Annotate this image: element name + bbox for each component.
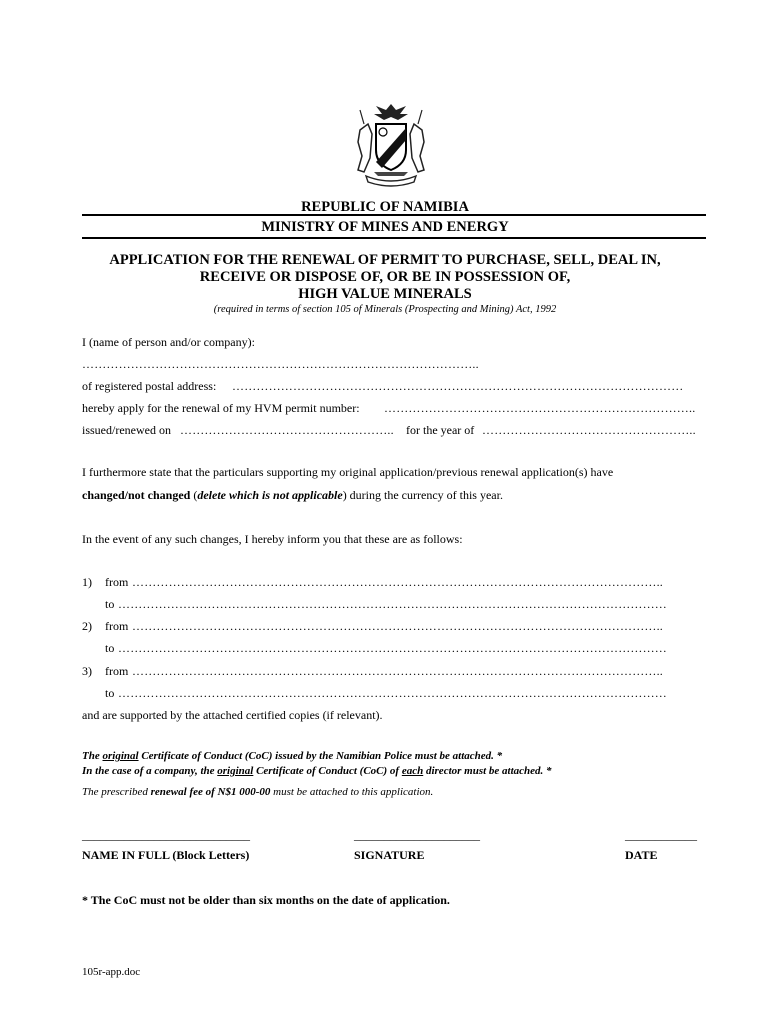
permit-number-field[interactable]: ………………………………………………………………….. <box>384 401 696 415</box>
change-1-from-field[interactable]: ………………………………………………………………………………………………………………….. <box>132 575 663 589</box>
date-label: DATE <box>625 848 658 862</box>
changed-status-text: changed/not changed <box>82 488 191 502</box>
republic-heading: REPUBLIC OF NAMIBIA <box>301 199 469 215</box>
year-field[interactable]: …………………………………………….. <box>482 423 696 437</box>
change-2-to-field[interactable]: ……………………………………………………………………………………………………………………… <box>118 641 667 655</box>
change-1-number: 1) <box>82 575 92 589</box>
signature-label: SIGNATURE <box>354 848 425 862</box>
form-title-line-3: HIGH VALUE MINERALS <box>298 286 472 302</box>
applicant-name-field[interactable]: …………………………………………………………………………………….. <box>82 357 479 371</box>
year-label: for the year of <box>406 423 475 437</box>
change-3-number: 3) <box>82 664 92 678</box>
note-renewal-fee: The prescribed renewal fee of N$1 000-00 must be attached to this application. <box>82 786 434 798</box>
change-3-to-label: to <box>105 686 115 700</box>
name-signature-line[interactable]: ____________________________ <box>82 828 250 842</box>
date-signature-line[interactable]: ____________ <box>625 828 697 842</box>
statement-line-1: I furthermore state that the particulars supporting my original application/previous renewal application(s) have <box>82 465 614 479</box>
changes-intro: In the event of any such changes, I hereby inform you that these are as follows: <box>82 532 463 546</box>
issued-on-label: issued/renewed on <box>82 423 171 437</box>
note-coc-company: In the case of a company, the original Certificate of Conduct (CoC) of each director must be attached. * <box>82 765 552 777</box>
issued-on-field[interactable]: …………………………………………….. <box>180 423 394 437</box>
change-3-from-field[interactable]: ………………………………………………………………………………………………………………….. <box>132 664 663 678</box>
header-rule-top <box>82 214 706 216</box>
coat-of-arms-icon <box>346 100 436 190</box>
form-subtitle: (required in terms of section 105 of Minerals (Prospecting and Mining) Act, 1992 <box>213 304 557 315</box>
delete-note: delete which is not applicable <box>197 488 343 502</box>
file-reference: 105r-app.doc <box>82 966 141 978</box>
header-rule-bottom <box>82 237 706 239</box>
change-2-to-label: to <box>105 641 115 655</box>
statement-line-2: changed/not changed (delete which is not applicable) during the currency of this year. <box>82 488 503 502</box>
postal-address-field[interactable]: ………………………………………………………………………………………………… <box>232 379 684 393</box>
change-1-from-label: from <box>105 575 129 589</box>
change-2-from-field[interactable]: ………………………………………………………………………………………………………………….. <box>132 619 663 633</box>
postal-address-label: of registered postal address: <box>82 379 217 393</box>
name-in-full-label: NAME IN FULL (Block Letters) <box>82 848 250 862</box>
change-3-from-label: from <box>105 664 129 678</box>
signature-line[interactable]: _____________________ <box>354 828 480 842</box>
permit-number-label: hereby apply for the renewal of my HVM permit number: <box>82 401 360 415</box>
change-2-from-label: from <box>105 619 129 633</box>
change-2-number: 2) <box>82 619 92 633</box>
coc-footnote: * The CoC must not be older than six months on the date of application. <box>82 893 450 907</box>
supported-statement: and are supported by the attached certified copies (if relevant). <box>82 708 383 722</box>
applicant-name-label: I (name of person and/or company): <box>82 335 255 349</box>
form-title-line-2: RECEIVE OR DISPOSE OF, OR BE IN POSSESSION OF, <box>199 269 571 285</box>
change-1-to-label: to <box>105 597 115 611</box>
note-coc-individual: The original Certificate of Conduct (CoC) issued by the Namibian Police must be attached. * <box>82 750 503 762</box>
change-3-to-field[interactable]: ……………………………………………………………………………………………………………………… <box>118 686 667 700</box>
ministry-heading: MINISTRY OF MINES AND ENERGY <box>261 219 509 235</box>
form-title-line-1: APPLICATION FOR THE RENEWAL OF PERMIT TO PURCHASE, SELL, DEAL IN, <box>109 252 661 268</box>
change-1-to-field[interactable]: ……………………………………………………………………………………………………………………… <box>118 597 667 611</box>
